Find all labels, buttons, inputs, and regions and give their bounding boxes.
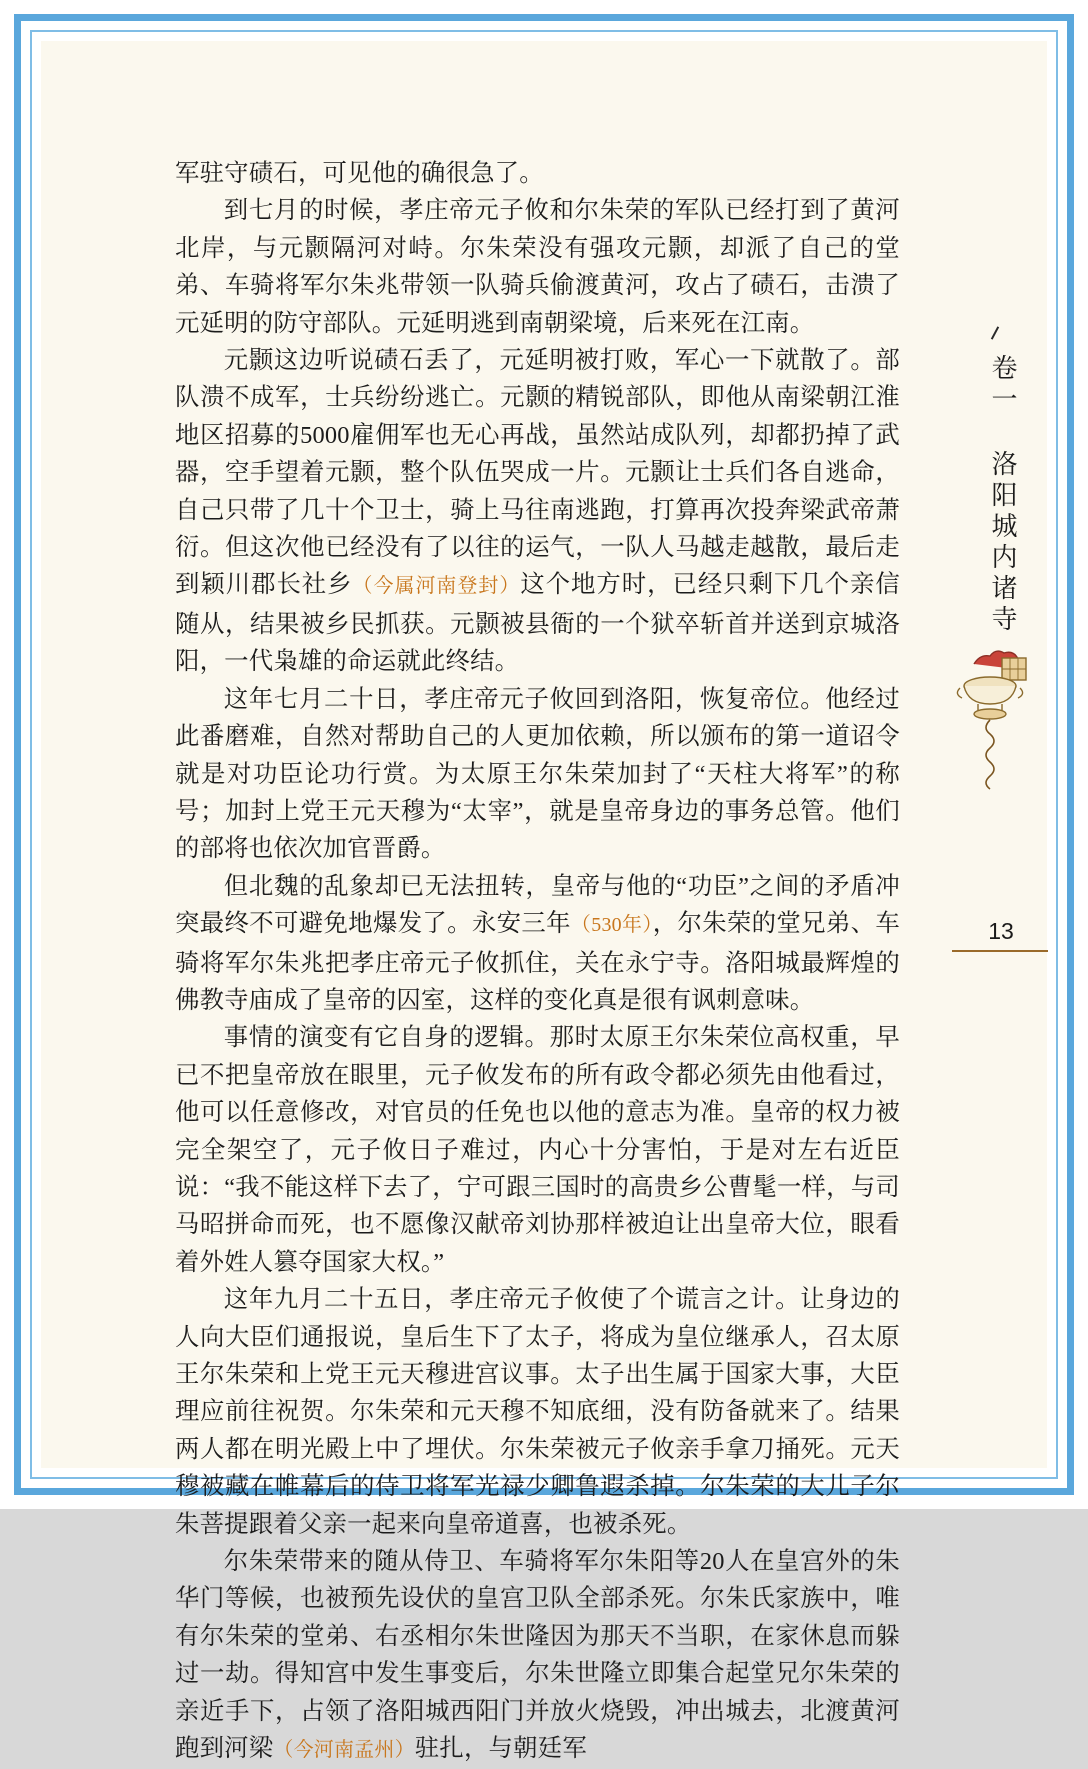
body-paragraph xyxy=(175,1281,900,1543)
body-paragraph xyxy=(175,1543,900,1769)
paragraph-text: 驻扎，与朝廷军 xyxy=(414,1735,587,1763)
paragraph-text: 尔朱荣带来的随从侍卫、车骑将军尔朱阳等20人在皇宫外的朱华门等候，也被预先设伏的皇宫卫队全部杀死。尔朱氏家族中，唯有尔朱荣的堂弟、右丞相尔朱世隆因为那天不当职，在家休息而躲过一劫。得知宫中发生事变后，尔朱世隆立即集合起堂兄尔朱荣的亲近手下，占领了洛阳城西阳门并放火烧毁，冲出城去，北渡黄河跑到河梁 xyxy=(175,1548,900,1763)
body-text-column xyxy=(175,155,900,1763)
paragraph-text: 但北魏的乱象却已无法扭转，皇帝与他的“功臣”之间的矛盾冲突最终不可避免地爆发了。永安三年 xyxy=(175,872,900,938)
body-paragraph xyxy=(175,342,900,681)
body-paragraph xyxy=(175,868,900,1020)
page-number: 13 xyxy=(988,918,1014,944)
incense-burner-ornament xyxy=(956,612,1042,792)
body-paragraph xyxy=(175,1019,900,1281)
paragraph-text: 这年九月二十五日，孝庄帝元子攸使了个谎言之计。让身边的人向大臣们通报说，皇后生下了太子，将成为皇位继承人，召太原王尔朱荣和上党王元天穆进宫议事。太子出生属于国家大事，大臣理应前往祝贺。尔朱荣和元天穆不知底细，没有防备就来了。结果两人都在明光殿上中了埋伏。尔朱荣被元子攸亲手拿刀捅死。元天穆被藏在帷幕后的侍卫将军光禄少卿鲁遐杀掉。尔朱荣的大儿子尔朱菩提跟着父亲一起来向皇帝道喜，也被杀死。 xyxy=(175,1286,900,1538)
paragraph-text: 军驻守碛石，可见他的确很急了。 xyxy=(175,160,544,187)
body-paragraph xyxy=(175,192,900,342)
paragraph-text: ，尔朱荣的堂兄弟、车骑将军尔朱兆把孝庄帝元子攸抓住，关在永宁寺。洛阳城最辉煌的佛教寺庙成了皇帝的囚室，这样的变化真是很有讽刺意味。 xyxy=(175,910,900,1014)
paragraph-text: 到七月的时候，孝庄帝元子攸和尔朱荣的军队已经打到了黄河北岸，与元颢隔河对峙。尔朱荣没有强攻元颢，却派了自己的堂弟、车骑将军尔朱兆带领一队骑兵偷渡黄河，攻占了碛石，击溃了元延明的防守部队。元延明逃到南朝梁境，后来死在江南。 xyxy=(175,197,900,337)
paragraph-text: 元颢这边听说碛石丢了，元延明被打败，军心一下就散了。部队溃不成军，士兵纷纷逃亡。元颢的精锐部队，即他从南梁朝江淮地区招募的5000雇佣军也无心再战，虽然站成队列，却都扔掉了武器，空手望着元颢，整个队伍哭成一片。元颢让士兵们各自逃命，自己只带了几十个卫士，骑上马往南逃跑，打算再次投奔梁武帝萧衍。但这次他已经没有了以往的运气，一队人马越走越散，最后走到颖川郡长社乡 xyxy=(175,347,900,599)
chapter-side-rail xyxy=(972,330,1032,890)
paragraph-text: 这个地方时，已经只剩下几个亲信随从，结果被乡民抓获。元颢被县衙的一个狱卒斩首并送到京城洛阳，一代枭雄的命运就此终结。 xyxy=(175,571,900,676)
body-paragraph xyxy=(175,155,900,192)
inline-annotation: （530年） xyxy=(570,914,653,937)
page-number-rule xyxy=(952,950,1048,952)
paragraph-text: 这年七月二十日，孝庄帝元子攸回到洛阳，恢复帝位。他经过此番磨难，自然对帮助自己的人更加依赖，所以颁布的第一道诏令就是对功臣论功行赏。为太原王尔朱荣加封了“天柱大将军”的称号；加封上党王元天穆为“太宰”，就是皇帝身边的事务总管。他们的部将也依次加官晋爵。 xyxy=(175,685,900,863)
inline-annotation: （今属河南登封） xyxy=(352,575,521,598)
chapter-title-vertical: 卷一 洛阳城内诸寺 xyxy=(988,354,1017,636)
inline-annotation: （今河南孟州） xyxy=(273,1739,415,1762)
paragraph-text: 事情的演变有它自身的逻辑。那时太原王尔朱荣位高权重，早已不把皇帝放在眼里，元子攸发布的所有政令都必须先由他看过，他可以任意修改，对官员的任免也以他的意志为准。皇帝的权力被完全架空了，元子攸日子难过，内心十分害怕，于是对左右近臣说：“我不能这样下去了，宁可跟三国时的高贵乡公曹髦一样，与司马昭拼命而死，也不愿像汉献帝刘协那样被迫让出皇帝大位，眼看着外姓人篡夺国家大权。” xyxy=(175,1024,900,1276)
body-paragraph xyxy=(175,681,900,868)
